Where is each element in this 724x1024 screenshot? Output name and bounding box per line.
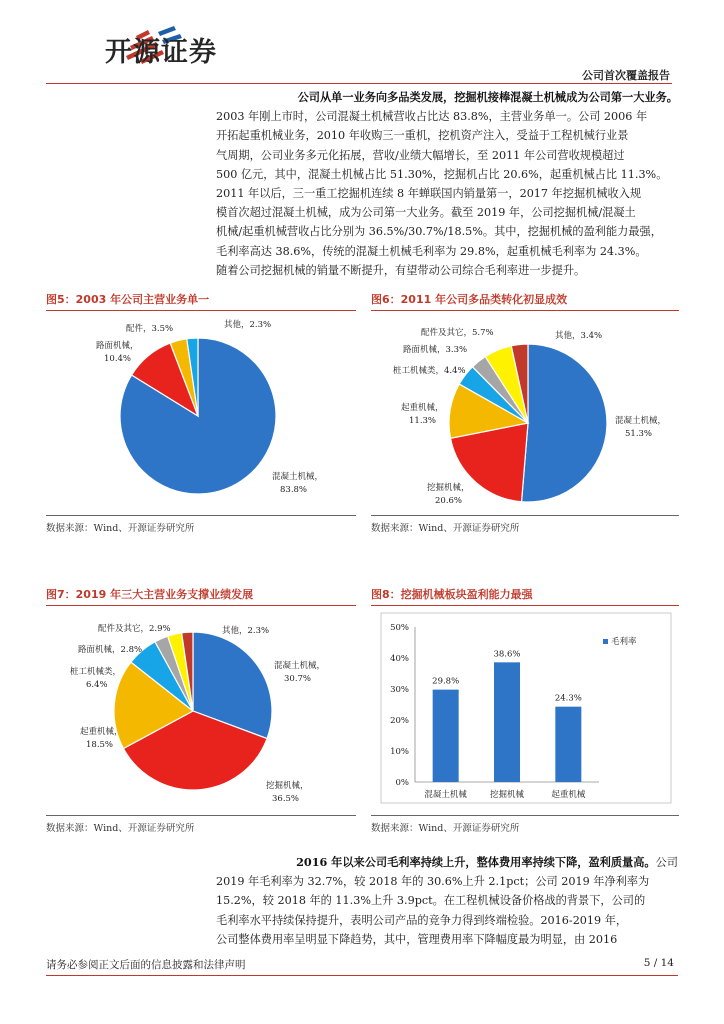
pie-label: 18.5% xyxy=(86,740,114,750)
paragraph-line: 随着公司挖掘机械的销量不断提升，有望带动公司综合毛利率进一步提升。 xyxy=(216,263,586,277)
fig8-title-rule xyxy=(371,605,679,606)
paragraph-margin-trend xyxy=(216,853,678,949)
paragraph-line: 气周期，公司业务多元化拓展，营收/业绩大幅增长，至 2011 年公司营收规模超过 xyxy=(216,148,625,162)
paragraph-line: 2011 年以后，三一重工挖掘机连续 8 年蝉联国内销量第一，2017 年挖掘机械收入规 xyxy=(216,187,642,201)
pie-label: 10.4% xyxy=(104,354,132,364)
pie-label: 桩工机械类，4.4% xyxy=(393,366,466,376)
pie-label: 其他，3.4% xyxy=(555,331,603,341)
y-tick-label: 0% xyxy=(395,778,409,788)
paragraph-line: 毛利率水平持续保持提升，表明公司产品的竞争力得到终端检验。2016-2019 年， xyxy=(216,913,628,927)
fig5-pie-chart xyxy=(46,312,356,512)
paragraph-lead: 公司从单一业务向多品类发展，挖掘机接棒混凝土机械成为公司第一大业务。 xyxy=(297,90,678,104)
y-tick-label: 50% xyxy=(390,623,409,633)
pie-label: 混凝土机械， xyxy=(615,416,667,426)
fig6-title-rule xyxy=(371,310,679,311)
legend-label: 毛利率 xyxy=(611,637,637,647)
pie-label: 36.5% xyxy=(272,794,300,804)
pie-label: 混凝土机械， xyxy=(274,661,326,671)
bar xyxy=(433,690,459,782)
fig5-title-rule xyxy=(46,310,356,311)
bar xyxy=(494,662,520,782)
page-number: 5 / 14 xyxy=(643,957,674,969)
y-tick-label: 20% xyxy=(390,716,409,726)
fig8-source-rule xyxy=(371,815,679,816)
fig8-bar-chart xyxy=(371,607,679,812)
paragraph-line: 2019 年毛利率为 32.7%，较 2018 年的 30.6%上升 2.1pct；公司 2019 年净利率为 xyxy=(216,875,650,889)
fig5-source-rule xyxy=(46,515,356,516)
fig5-title: 图5：2003 年公司主营业务单一 xyxy=(46,293,210,306)
bar-data-label: 38.6% xyxy=(493,649,521,660)
fig7-source-rule xyxy=(46,815,356,816)
company-name: 开源证券 xyxy=(105,37,217,68)
paragraph-line: 毛利率高达 38.6%，传统的混凝土机械毛利率为 29.8%，起重机械毛利率为 24.3%。 xyxy=(216,244,647,258)
pie-label: 30.7% xyxy=(284,674,312,684)
pie-label: 路面机械，2.8% xyxy=(78,645,143,655)
x-tick-label: 挖掘机械 xyxy=(489,790,525,800)
bar-data-label: 24.3% xyxy=(554,693,582,704)
paragraph-line: 公司整体费用率呈明显下降趋势，其中，管理费用率下降幅度最为明显，由 2016 xyxy=(216,932,618,946)
report-type: 公司首次覆盖报告 xyxy=(582,69,670,82)
pie-label: 配件，3.5% xyxy=(126,324,174,334)
fig7-pie-chart xyxy=(46,607,356,812)
pie-label: 挖掘机械， xyxy=(266,781,309,791)
pie-label: 配件及其它，2.9% xyxy=(98,624,171,634)
pie-label: 路面机械，3.3% xyxy=(403,345,468,355)
fig6-source-rule xyxy=(371,515,679,516)
paragraph-line: 机械/起重机械营收占比分别为 36.5%/30.7%/18.5%。其中，挖掘机械的盈利能力最强， xyxy=(216,225,662,239)
pie-label: 83.8% xyxy=(280,485,308,495)
pie-label: 11.3% xyxy=(409,416,437,426)
bar xyxy=(555,707,581,782)
paragraph-line: 开拓起重机械业务，2010 年收购三一重机，挖机资产注入，受益于工程机械行业景 xyxy=(216,129,629,143)
legend-swatch xyxy=(603,639,608,644)
pie-label: 路面机械， xyxy=(96,341,139,351)
x-tick-label: 混凝土机械 xyxy=(424,790,467,800)
fig8-title: 图8：挖掘机械板块盈利能力最强 xyxy=(371,588,533,601)
paragraph-lead-tail: 公司 xyxy=(655,856,678,869)
fig8-source: 数据来源：Wind、开源证券研究所 xyxy=(371,823,520,834)
paragraph-lead: 2016 年以来公司毛利率持续上升，整体费用率持续下降，盈利质量高。 xyxy=(296,855,656,869)
y-tick-label: 30% xyxy=(390,685,409,695)
paragraph-line: 2003 年刚上市时，公司混凝土机械营收占比达 83.8%，主营业务单一。公司 2006 年 xyxy=(216,110,648,124)
y-tick-label: 40% xyxy=(390,654,409,664)
paragraph-line: 15.2%，较 2018 年的 11.3%上升 3.9pct。在工程机械设备价格战的背景下，公司的 xyxy=(216,894,646,908)
pie-slice xyxy=(522,344,607,502)
pie-label: 桩工机械类， xyxy=(70,667,122,677)
paragraph-business-evolution xyxy=(216,88,678,280)
fig7-title: 图7：2019 年三大主营业务支撑业绩发展 xyxy=(46,588,254,601)
bar-data-label: 29.8% xyxy=(432,676,460,687)
pie-label: 6.4% xyxy=(86,680,108,690)
footer-divider xyxy=(46,975,678,976)
pie-label: 起重机械， xyxy=(401,403,444,413)
fig5-source: 数据来源：Wind、开源证券研究所 xyxy=(46,523,195,534)
paragraph-line: 模首次超过混凝土机械，成为公司第一大业务。截至 2019 年，公司挖掘机械/混凝土 xyxy=(216,206,636,220)
fig6-source: 数据来源：Wind、开源证券研究所 xyxy=(371,523,520,534)
pie-label: 其他，2.3% xyxy=(224,320,272,330)
footer-disclaimer: 请务必参阅正文后面的信息披露和法律声明 xyxy=(46,959,246,971)
fig6-title: 图6：2011 年公司多品类转化初显成效 xyxy=(371,293,568,306)
fig7-title-rule xyxy=(46,605,356,606)
pie-label: 51.3% xyxy=(625,429,653,439)
pie-label: 其他，2.3% xyxy=(222,626,270,636)
x-tick-label: 起重机械 xyxy=(551,790,586,800)
pie-label: 挖掘机械， xyxy=(427,483,470,493)
fig6-pie-chart xyxy=(371,312,679,512)
pie-label: 配件及其它，5.7% xyxy=(421,328,494,338)
pie-label: 20.6% xyxy=(435,496,463,506)
pie-label: 起重机械， xyxy=(80,727,123,737)
y-tick-label: 10% xyxy=(390,747,409,757)
header-divider xyxy=(46,83,672,84)
pie-label: 混凝土机械， xyxy=(272,472,324,482)
paragraph-line: 500 亿元，其中，混凝土机械占比 51.30%，挖掘机占比 20.6%，起重机械占比 11.3%。 xyxy=(216,167,668,181)
fig7-source: 数据来源：Wind、开源证券研究所 xyxy=(46,823,195,834)
